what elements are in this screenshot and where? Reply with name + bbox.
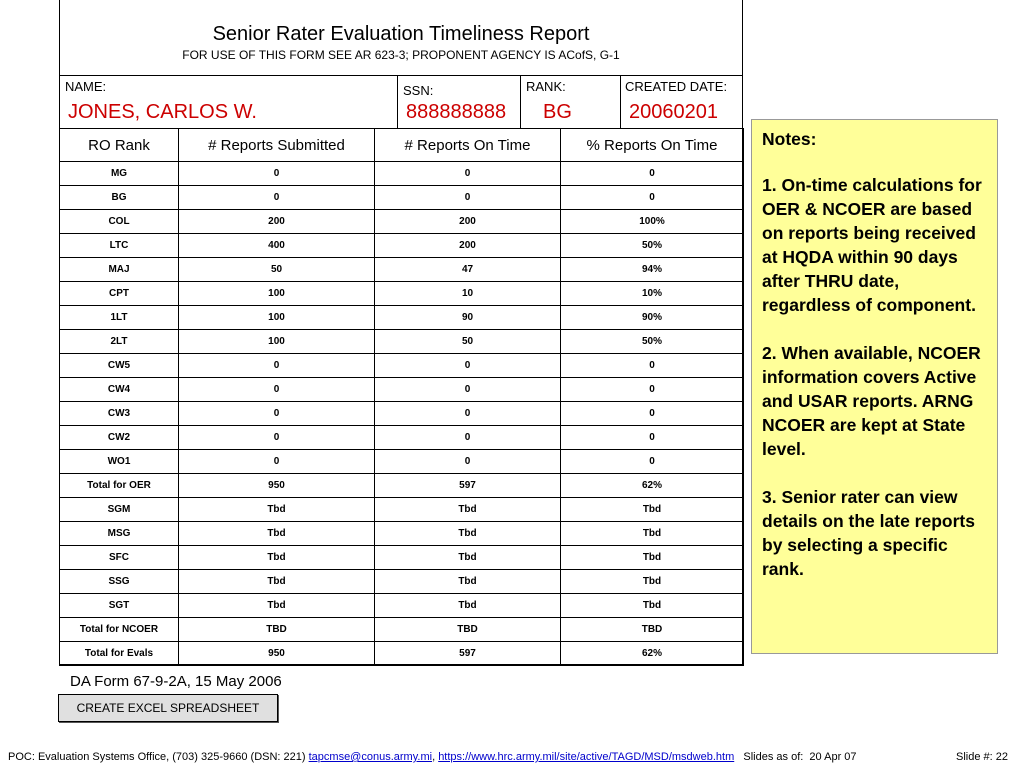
report-title: Senior Rater Evaluation Timeliness Report — [212, 23, 590, 45]
percent-on-time-cell: 0 — [561, 450, 744, 474]
rank-cell — [520, 76, 620, 129]
ro-rank-cell[interactable]: 1LT — [60, 306, 179, 330]
name-label: NAME: — [65, 79, 107, 94]
table-row[interactable] — [60, 210, 744, 234]
notes-panel — [751, 119, 998, 654]
report-header — [59, 0, 743, 75]
table-row[interactable] — [60, 186, 744, 210]
reports-on-time-cell: 0 — [375, 378, 561, 402]
report-subtitle: FOR USE OF THIS FORM SEE AR 623-3; PROPONENT AGENCY IS ACofS, G-1 — [182, 48, 620, 62]
percent-on-time-cell: 50% — [561, 330, 744, 354]
percent-on-time-cell: 0 — [561, 402, 744, 426]
ro-rank-cell[interactable]: COL — [60, 210, 179, 234]
reports-on-time-cell: 47 — [375, 258, 561, 282]
table-row[interactable] — [60, 354, 744, 378]
percent-on-time-cell: 62% — [561, 474, 744, 498]
percent-on-time-cell: Tbd — [561, 522, 744, 546]
column-header-percent-on-time: % Reports On Time — [561, 129, 744, 162]
ro-rank-cell[interactable]: SSG — [60, 570, 179, 594]
reports-submitted-cell: TBD — [179, 618, 375, 642]
percent-on-time-cell: Tbd — [561, 594, 744, 618]
percent-on-time-cell: 0 — [561, 354, 744, 378]
reports-on-time-cell: 0 — [375, 162, 561, 186]
table-body — [60, 162, 744, 666]
ro-rank-cell[interactable]: CW5 — [60, 354, 179, 378]
percent-on-time-cell: 0 — [561, 162, 744, 186]
reports-submitted-cell: 0 — [179, 186, 375, 210]
ro-rank-cell[interactable]: WO1 — [60, 450, 179, 474]
ssn-value: 888888888 — [406, 101, 507, 123]
note-item: 1. On-time calculations for OER & NCOER are based on reports being received at HQDA within 90 days after THRU date, regardless of component. — [762, 175, 982, 315]
percent-on-time-cell: 100% — [561, 210, 744, 234]
table-row[interactable] — [60, 546, 744, 570]
reports-on-time-cell: 0 — [375, 402, 561, 426]
table-row[interactable] — [60, 234, 744, 258]
table-row[interactable] — [60, 282, 744, 306]
footer-separator: , — [432, 751, 439, 763]
percent-on-time-cell: 0 — [561, 426, 744, 450]
reports-submitted-cell: 0 — [179, 450, 375, 474]
percent-on-time-cell: 90% — [561, 306, 744, 330]
table-row[interactable] — [60, 378, 744, 402]
name-cell — [60, 76, 397, 129]
table-row[interactable] — [60, 498, 744, 522]
reports-submitted-cell: 950 — [179, 474, 375, 498]
table-row[interactable] — [60, 162, 744, 186]
percent-on-time-cell: 0 — [561, 186, 744, 210]
reports-on-time-cell: 200 — [375, 234, 561, 258]
name-value: JONES, CARLOS W. — [68, 101, 257, 123]
table-row[interactable] — [60, 618, 744, 642]
reports-on-time-cell: Tbd — [375, 522, 561, 546]
reports-submitted-cell: 950 — [179, 642, 375, 666]
table-row[interactable] — [60, 570, 744, 594]
column-header-reports-submitted: # Reports Submitted — [179, 129, 375, 162]
reports-on-time-cell: 597 — [375, 642, 561, 666]
reports-submitted-cell: Tbd — [179, 546, 375, 570]
ro-rank-cell[interactable]: SGM — [60, 498, 179, 522]
reports-submitted-cell: 0 — [179, 354, 375, 378]
timeliness-table — [59, 128, 744, 666]
email-link[interactable]: tapcmse@conus.army.mi — [308, 751, 433, 763]
reports-submitted-cell: Tbd — [179, 498, 375, 522]
reports-submitted-cell: Tbd — [179, 594, 375, 618]
percent-on-time-cell: 0 — [561, 378, 744, 402]
footer-poc: POC: Evaluation Systems Office, (703) 325-9660 (DSN: 221) — [8, 751, 309, 763]
table-row[interactable] — [60, 474, 744, 498]
notes-title: Notes: — [762, 129, 817, 149]
percent-on-time-cell: Tbd — [561, 546, 744, 570]
reports-on-time-cell: 0 — [375, 354, 561, 378]
create-excel-spreadsheet-button[interactable]: CREATE EXCEL SPREADSHEET — [58, 694, 278, 722]
ro-rank-cell[interactable]: LTC — [60, 234, 179, 258]
ro-rank-cell[interactable]: Total for Evals — [60, 642, 179, 666]
website-link[interactable]: https://www.hrc.army.mil/site/active/TAGD/MSD/msdweb.htm — [438, 751, 735, 763]
reports-on-time-cell: 90 — [375, 306, 561, 330]
reports-submitted-cell: Tbd — [179, 522, 375, 546]
table-row[interactable] — [60, 522, 744, 546]
reports-on-time-cell: 10 — [375, 282, 561, 306]
percent-on-time-cell: Tbd — [561, 570, 744, 594]
reports-on-time-cell: 597 — [375, 474, 561, 498]
reports-submitted-cell: 50 — [179, 258, 375, 282]
note-item: 2. When available, NCOER information covers Active and USAR reports. ARNG NCOER are kept at State level. — [762, 343, 981, 459]
ro-rank-cell[interactable]: CW2 — [60, 426, 179, 450]
ro-rank-cell[interactable]: CW4 — [60, 378, 179, 402]
reports-submitted-cell: 200 — [179, 210, 375, 234]
reports-submitted-cell: 400 — [179, 234, 375, 258]
table-row[interactable] — [60, 306, 744, 330]
percent-on-time-cell: 94% — [561, 258, 744, 282]
created-date-value: 20060201 — [629, 101, 718, 123]
table-row[interactable] — [60, 258, 744, 282]
reports-on-time-cell: 50 — [375, 330, 561, 354]
percent-on-time-cell: TBD — [561, 618, 744, 642]
reports-on-time-cell: 0 — [375, 426, 561, 450]
footer-slides-date: Slides as of: 20 Apr 07 — [734, 751, 857, 763]
ro-rank-cell[interactable]: SGT — [60, 594, 179, 618]
created-date-label: CREATED DATE: — [625, 79, 728, 94]
date-cell — [620, 76, 743, 129]
ro-rank-cell[interactable]: CPT — [60, 282, 179, 306]
percent-on-time-cell: Tbd — [561, 498, 744, 522]
table-row[interactable] — [60, 450, 744, 474]
reports-on-time-cell: TBD — [375, 618, 561, 642]
reports-on-time-cell: 200 — [375, 210, 561, 234]
reports-submitted-cell: Tbd — [179, 570, 375, 594]
table-row[interactable] — [60, 594, 744, 618]
ro-rank-cell[interactable]: BG — [60, 186, 179, 210]
percent-on-time-cell: 50% — [561, 234, 744, 258]
ro-rank-cell[interactable]: Total for OER — [60, 474, 179, 498]
table-row[interactable] — [60, 402, 744, 426]
info-row — [59, 75, 743, 128]
table-header-row — [60, 129, 744, 162]
percent-on-time-cell: 62% — [561, 642, 744, 666]
ro-rank-cell[interactable]: Total for NCOER — [60, 618, 179, 642]
reports-submitted-cell: 0 — [179, 426, 375, 450]
reports-on-time-cell: Tbd — [375, 570, 561, 594]
reports-on-time-cell: 0 — [375, 450, 561, 474]
ro-rank-cell[interactable]: SFC — [60, 546, 179, 570]
reports-submitted-cell: 100 — [179, 306, 375, 330]
ro-rank-cell[interactable]: MAJ — [60, 258, 179, 282]
reports-submitted-cell: 100 — [179, 330, 375, 354]
ro-rank-cell[interactable]: MG — [60, 162, 179, 186]
column-header-ro-rank: RO Rank — [60, 129, 179, 162]
ro-rank-cell[interactable]: 2LT — [60, 330, 179, 354]
ro-rank-cell[interactable]: CW3 — [60, 402, 179, 426]
reports-submitted-cell: 0 — [179, 402, 375, 426]
reports-on-time-cell: Tbd — [375, 594, 561, 618]
table-row[interactable] — [60, 642, 744, 666]
ssn-cell — [397, 76, 520, 129]
reports-on-time-cell: 0 — [375, 186, 561, 210]
reports-submitted-cell: 100 — [179, 282, 375, 306]
reports-on-time-cell: Tbd — [375, 498, 561, 522]
form-identifier: DA Form 67-9-2A, 15 May 2006 — [70, 673, 282, 690]
ssn-label: SSN: — [403, 83, 434, 98]
ro-rank-cell[interactable]: MSG — [60, 522, 179, 546]
reports-submitted-cell: 0 — [179, 378, 375, 402]
rank-label: RANK: — [526, 79, 566, 94]
note-item: 3. Senior rater can view details on the late reports by selecting a specific rank. — [762, 487, 975, 579]
reports-submitted-cell: 0 — [179, 162, 375, 186]
reports-on-time-cell: Tbd — [375, 546, 561, 570]
percent-on-time-cell: 10% — [561, 282, 744, 306]
footer — [8, 751, 1020, 763]
rank-value: BG — [543, 101, 572, 123]
slide-number: Slide #: 22 — [956, 751, 1008, 763]
table-row[interactable] — [60, 330, 744, 354]
table-row[interactable] — [60, 426, 744, 450]
column-header-reports-on-time: # Reports On Time — [375, 129, 561, 162]
